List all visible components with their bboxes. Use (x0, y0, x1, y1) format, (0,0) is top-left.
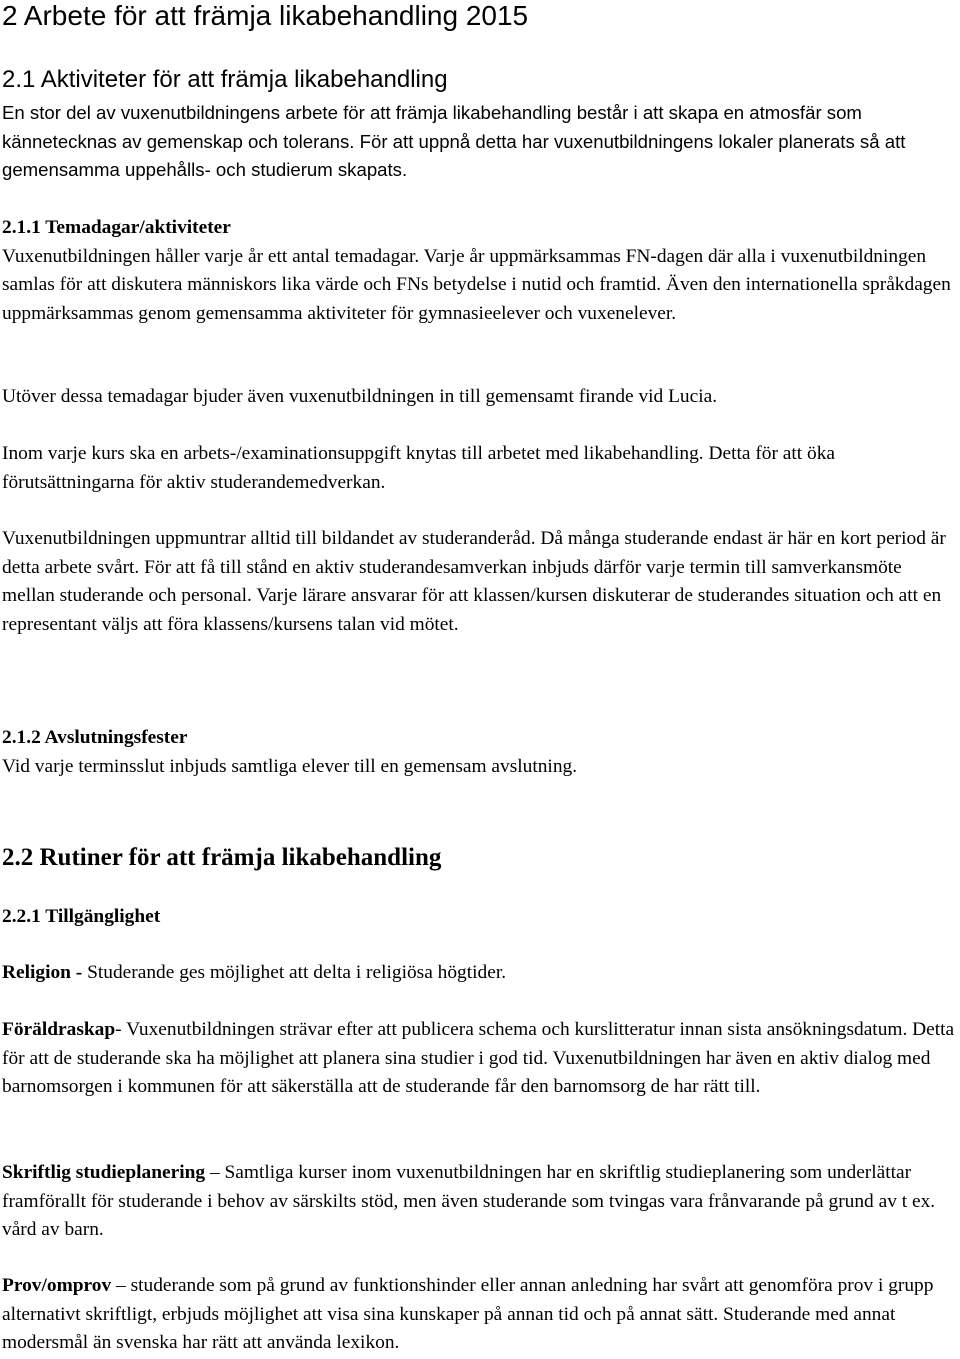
paragraph-avslutning: Vid varje terminsslut inbjuds samtliga elever till en gemensam avslutning. (2, 755, 578, 777)
prov-text: – studerande som på grund av funktionshinder eller annan anledning har svårt att genomföra prov i grupp alternativt skriftligt, erbjuds möjlighet att visa sina kunskaper på annan tid och på annat sätt. Studerande med annat modersmål än svenska har rätt att använda lexikon. (2, 1275, 934, 1354)
paragraph-foraldraskap (2, 1016, 958, 1102)
paragraph-lucia: Utöver dessa temadagar bjuder även vuxenutbildningen in till gemensamt firande vid Lucia. (2, 386, 718, 407)
paragraph-examination: Inom varje kurs ska en arbets-/examinationsuppgift knytas till arbetet med likabehandling. Detta för att öka förutsättningarna för aktiv studerandemedverkan. (2, 443, 836, 493)
prov-label: Prov/omprov (2, 1275, 112, 1296)
section-2-1-text: En stor del av vuxenutbildningens arbete för att främja likabehandling består i att skapa en atmosfär som kännetecknas av gemenskap och tolerans. För att uppnå detta har vuxenutbildningens lokaler planerats så att gemensamma uppehålls- och studierum skapats. (2, 102, 906, 181)
paragraph-prov-omprov (2, 1272, 958, 1358)
foraldraskap-text: - Vuxenutbildningen strävar efter att publicera schema och kurslitteratur innan sista ansökningsdatum. Detta för att de studerande ska ha möjlighet att planera sina studier i god tid. Vuxenutbildningen har även en aktiv dialog med barnomsorgen i kommunen för att säkerställa att de studerande får den barnomsorg de har rätt till. (2, 1019, 955, 1098)
section-heading-2-2: 2.2 Rutiner för att främja likabehandling (2, 844, 442, 871)
section-2-1-1 (2, 214, 958, 329)
section-heading-2-2-1: 2.2.1 Tillgänglighet (2, 906, 161, 927)
foraldraskap-label: Föräldraskap (2, 1019, 116, 1040)
section-heading-2-1-2: 2.1.2 Avslutningsfester (2, 727, 188, 748)
paragraph-skriftlig-studieplanering (2, 1159, 958, 1245)
skriftlig-label: Skriftlig studieplanering (2, 1162, 206, 1183)
document-title: 2 Arbete för att främja likabehandling 2015 (2, 0, 529, 31)
skriftlig-text: – Samtliga kurser inom vuxenutbildningen har en skriftlig studieplanering som underlättar framförallt för studerande i behov av särskilts stöd, men även studerande som tvingas vara frånvarande på grund av t ex. vård av barn. (2, 1162, 936, 1241)
section-heading-2-1: 2.1 Aktiviteter för att främja likabehandling (2, 66, 448, 93)
section-2-1-2 (2, 724, 958, 781)
section-heading-2-1-1: 2.1.1 Temadagar/aktiviteter (2, 217, 231, 238)
religion-text: Studerande ges möjlighet att delta i religiösa högtider. (82, 962, 507, 983)
paragraph-temadagar: Vuxenutbildningen håller varje år ett antal temadagar. Varje år uppmärksammas FN-dagen där alla i vuxenutbildningen samlas för att diskutera människors lika värde och FNs betydelse i nutid och framtid. Även den internationella språkdagen uppmärksammas genom gemensamma aktiviteter för gymnasieelever och vuxenelever. (2, 245, 951, 325)
religion-label: Religion - (2, 962, 83, 983)
paragraph-studeranderad: Vuxenutbildningen uppmuntrar alltid till bildandet av studeranderåd. Då många studerande endast är här en kort period är detta arbete svårt. För att få till stånd en aktiv studerandesamverkan inbjuds därför varje termin till samverkansmöte mellan studerande och personal. Varje lärare ansvarar för att klassen/kursen diskuterar de studerandes situation och att en representant väljs att föra klassens/kursens talan vid mötet. (2, 528, 946, 636)
paragraph-religion (2, 959, 958, 988)
